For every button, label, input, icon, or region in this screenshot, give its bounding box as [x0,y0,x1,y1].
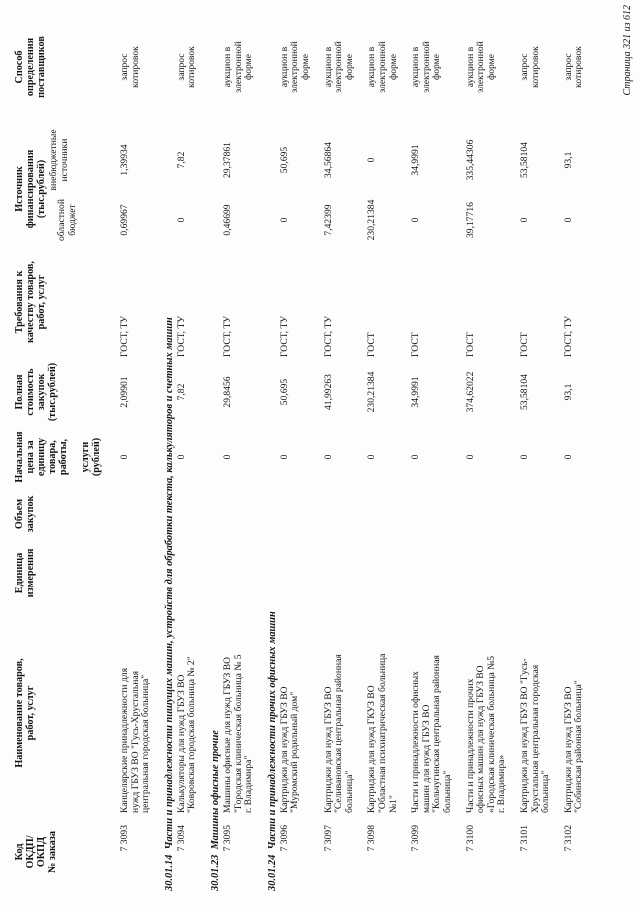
header-name [14,613,36,813]
row-name-line: №1" [387,795,399,813]
row-number: 7 3097 [322,825,334,852]
header-method-line: поставщиков [36,36,47,98]
header-funding-offbudget-line: источники [59,138,70,182]
section-heading [164,317,175,891]
row-requirements: ГОСТ, ТУ [562,315,574,357]
row-total: 2,09901 [119,376,130,408]
row-name-line: Машины офисные для нужд ГБУЗ ВО [222,656,233,813]
row-name-line: офисных машин для нужд ГБУЗ ВО [475,665,487,813]
section-code: 30.01.14 [163,854,175,891]
section-title: Части и принадлежности прочих офисных машин [266,611,278,850]
header-price-line: единицу [36,437,47,477]
row-requirements: ГОСТ, ТУ [322,315,334,357]
row-method [177,19,198,115]
row-offbudget: 29,37861 [222,142,233,178]
row-name-line: "Муромский родильный дом" [289,691,301,813]
row-name-line: Картриджи для нужд ГБУЗ ВО [322,686,334,813]
header-funding-offbudget [48,129,70,191]
row-price: 0 [366,454,378,460]
header-requirements-line: работ, услуг [36,274,47,330]
row-name-line: больница" [441,770,453,813]
row-name-line: г. Владимира» [496,754,508,813]
row-method-line: аукцион в [410,46,422,88]
row-name [120,613,152,813]
row-offbudget: 93,1 [562,151,574,169]
row-method-line: аукцион в [322,46,334,88]
row-requirements: ГОСТ, ТУ [175,315,187,357]
header-volume-line: Объем [14,498,25,530]
row-offbudget: 335,44306 [464,139,476,181]
row-method [411,19,443,115]
header-price-line: Начальная [14,431,25,483]
row-method-line: аукцион в [366,46,378,88]
header-funding-regional-line: бюджет [67,204,78,236]
row-method-line: аукцион в [464,46,476,88]
row-number: 7 3102 [562,825,574,852]
row-requirements: ГОСТ, ТУ [222,315,233,357]
header-total-line: (тыс.рублей) [47,362,58,422]
row-total: 29,8456 [222,376,233,408]
row-name [466,613,508,813]
row-regional: 0 [519,217,530,223]
row-method-line: запрос [519,53,530,81]
header-unit-line: Единица [14,552,25,594]
row-regional: 39,17716 [464,202,476,238]
row-name-line: Хрустальная центральная городская [529,664,541,813]
header-funding-regional-line: областной [56,199,67,242]
row-method-line: котировок [529,46,541,88]
row-method-line: электронной [232,41,244,93]
row-name-line: "Собинская районная больница" [573,680,585,813]
row-method [223,19,255,115]
row-number: 7 3098 [366,825,378,852]
header-requirements [14,247,47,357]
row-name-line: "Областная психиатрическая больница [376,653,388,813]
header-funding-offbudget-line: внебюджетные [48,129,59,191]
row-name-line: нужд ГБУЗ ВО "Гусь-Хрустальная [129,670,141,813]
row-requirements: ГОСТ [464,332,476,357]
row-method-line: форме [431,54,443,80]
header-method-line: определения [25,37,36,97]
row-number: 7 3094 [175,825,187,852]
header-price-line [69,427,80,487]
row-offbudget: 7,82 [175,151,187,169]
row-name-line: Картриджи для нужд ГБУЗ ВО [562,686,574,813]
row-name [280,613,301,813]
row-offbudget: 50,695 [278,146,290,174]
row-name [564,613,585,813]
section-heading [267,611,278,891]
row-name-line: "Городская клиническая больница № 5 [232,654,244,813]
row-name-line: больница" [540,770,552,813]
row-name-line: г. Владимира" [243,755,255,813]
row-name-line: Калькуляторы для нужд ГБУЗ ВО [175,674,187,813]
header-price [14,427,102,487]
header-method-line: Способ [14,50,25,84]
header-total-line: стоимость [25,368,36,416]
section-title: Части и принадлежности пишущих машин, устройств для обработки текста, калькуляторов и счетных машин [163,317,175,850]
row-requirements: ГОСТ, ТУ [278,315,290,357]
row-method-line: электронной [420,41,432,93]
row-price: 0 [175,454,187,460]
row-regional: 7,42399 [322,204,334,236]
header-price-line: работы, [58,438,69,476]
row-regional: 0,69967 [119,204,130,236]
header-name-line: работ, услуг [25,685,36,741]
row-regional: 230,21384 [366,199,378,241]
row-total: 93,1 [562,383,574,401]
row-price: 0 [519,454,530,460]
row-total: 7,82 [175,383,187,401]
row-name-line: больница" [343,770,355,813]
header-code [14,817,58,887]
row-name-line: Части и принадлежности прочих [464,678,476,813]
row-method-line: аукцион в [278,46,290,88]
row-offbudget: 34,9991 [410,144,422,176]
row-method-line: электронной [475,41,487,93]
row-method-line: котировок [129,46,141,88]
row-name-line: центральная городская больница" [140,674,152,813]
row-number: 7 3099 [410,825,422,852]
row-method [564,19,585,115]
row-price: 0 [464,454,476,460]
row-method-line: запрос [119,53,130,81]
row-regional: 0 [562,217,574,223]
header-requirements-line: качеству товаров, [25,261,36,343]
row-requirements: ГОСТ [519,332,530,357]
row-offbudget: 1,39934 [119,144,130,176]
header-unit [14,541,36,605]
row-method-line: электронной [289,41,301,93]
row-offbudget: 53,58104 [519,142,530,178]
row-number: 7 3096 [278,825,290,852]
header-volume-line: закупок [25,495,36,533]
row-price: 0 [278,454,290,460]
section-heading [210,730,221,891]
row-number: 7 3093 [119,825,130,852]
row-number: 7 3100 [464,825,476,852]
row-regional: 0 [278,217,290,223]
row-number: 7 3101 [519,825,530,852]
header-price-line: услуги [80,441,91,473]
row-requirements: ГОСТ [366,332,378,357]
row-name [223,613,255,813]
row-name-line: "Селивановская центральная районная [333,654,345,813]
row-regional: 0 [410,217,422,223]
row-name [411,613,453,813]
row-total: 230,21384 [366,371,378,413]
row-method-line: форме [387,54,399,80]
page-footer: Страница 321 из 612 [622,5,633,96]
header-funding-regional [56,193,78,247]
row-number: 7 3095 [222,825,233,852]
row-name-line: Канцелярские принадлежности для [119,667,130,813]
header-code-line: Код [14,843,25,861]
row-name-line: Картриджи для нужд ГБУЗ ВО [278,686,290,813]
header-price-line: (рублей) [91,437,102,477]
header-total-line: Полная [14,374,25,410]
row-method-line: котировок [186,46,198,88]
row-requirements: ГОСТ, ТУ [119,315,130,357]
header-funding-line: Источник [14,166,25,212]
row-price: 0 [322,454,334,460]
row-price: 0 [222,454,233,460]
row-total: 34,9991 [410,376,422,408]
row-total: 374,62022 [464,371,476,413]
row-total: 53,58104 [519,374,530,410]
row-requirements: ГОСТ [410,332,422,357]
row-name-line: Картриджи для нужд ГКУЗ ВО [366,685,378,813]
header-method [14,19,47,115]
header-funding [14,131,47,247]
row-name [367,613,399,813]
row-total: 41,99263 [322,374,334,410]
row-price: 0 [119,454,130,460]
row-method [367,19,399,115]
row-method-line: запрос [562,53,574,81]
header-total-line: закупок [36,373,47,411]
row-method [280,19,312,115]
section-code: 30.01.24 [266,854,278,891]
row-name [520,613,552,813]
row-name [324,613,356,813]
header-code-line: № заказа [47,831,58,873]
row-method [120,19,141,115]
row-total: 50,695 [278,378,290,406]
header-code-line: ОКПД [36,836,47,868]
row-method [520,19,541,115]
header-price-line: цена за [25,440,36,474]
header-name-line: Наименование товаров, [14,658,25,768]
row-method-line: запрос [175,53,187,81]
row-name-line: «Городская клиническая больница №5 [485,655,497,813]
row-method [466,19,498,115]
header-funding-line: (тыс.рублей) [36,159,47,219]
header-unit-line: измерения [25,548,36,598]
row-name-line: Картриджи для нужд ГБУЗ ВО "Гусь- [519,658,530,813]
row-name-line: Части и принадлежности офисных [410,671,422,813]
row-method-line: котировок [573,46,585,88]
row-method [324,19,356,115]
row-method-line: электронной [333,41,345,93]
header-total [14,361,58,423]
row-offbudget: 0 [366,157,378,163]
row-method-line: электронной [376,41,388,93]
row-method-line: форме [299,54,311,80]
header-code-line: ОКДП/ [25,835,36,869]
row-method-line: форме [243,54,255,80]
row-method-line: форме [343,54,355,80]
row-name-line: "Кольчугинская центральная районная [431,655,443,813]
section-title: Машины офисные прочие [210,730,221,850]
row-price: 0 [410,454,422,460]
row-method-line: аукцион в [222,46,233,88]
header-funding-line: финансирования [25,149,36,229]
row-name-line: "Ковровская городская больница № 2" [186,656,198,813]
section-code: 30.01.23 [210,854,221,891]
row-offbudget: 34,56864 [322,142,334,178]
row-regional: 0,46699 [222,204,233,236]
row-regional: 0 [175,217,187,223]
row-name [177,613,198,813]
header-price-line: товара, [47,440,58,474]
header-volume [14,491,36,537]
row-price: 0 [562,454,574,460]
header-requirements-line: Требования к [14,270,25,334]
row-method-line: форме [485,54,497,80]
row-name-line: машин для нужд ГБУЗ ВО [420,704,432,813]
